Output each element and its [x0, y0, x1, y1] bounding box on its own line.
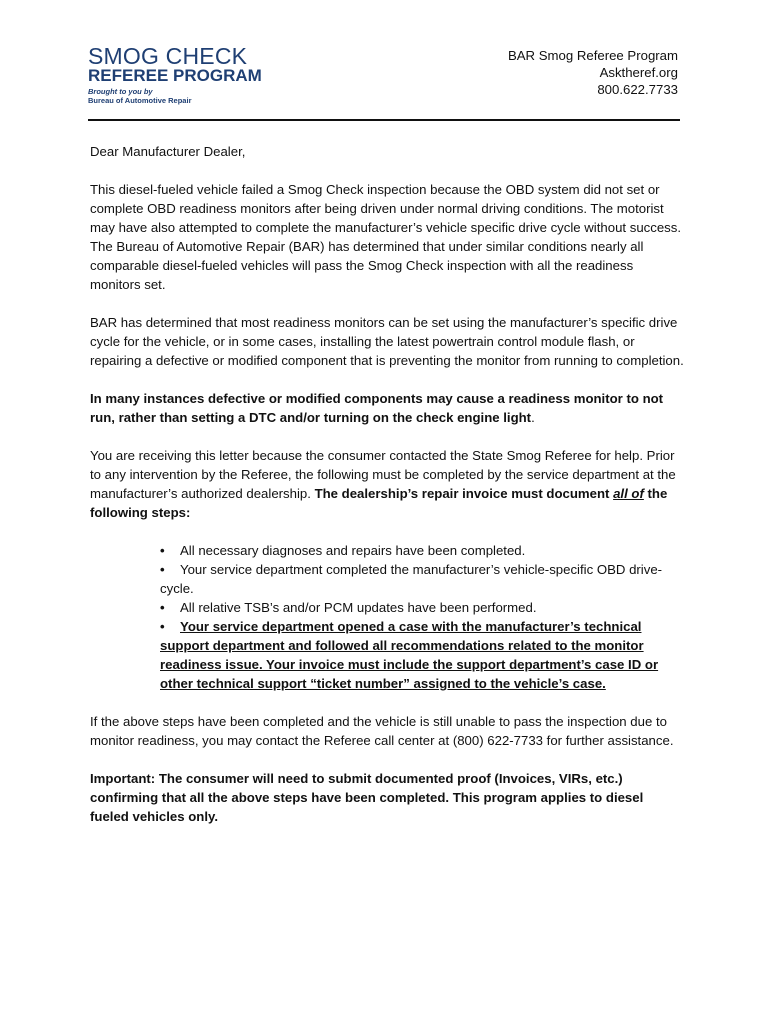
- paragraph-1: This diesel-fueled vehicle failed a Smog Check inspection because the OBD system did not set or complete OBD readiness monitors after being driven under normal driving conditions. The motorist may have also attempted to complete the manufacturer’s vehicle specific drive cycle without success. The Bureau of Automotive Repair (BAR) has determined that under similar conditions nearly all comparable diesel-fueled vehicles will pass the Smog Check inspection with all the readiness monitors set.: [90, 182, 682, 292]
- bullet-icon: •: [160, 619, 165, 634]
- salutation: Dear Manufacturer Dealer,: [90, 144, 246, 159]
- contact-block: [418, 47, 678, 98]
- paragraph-3-end: .: [531, 410, 535, 425]
- logo-subtitle: REFEREE PROGRAM: [88, 66, 262, 85]
- paragraph-4-emphasis: all of: [613, 486, 644, 501]
- paragraph-3-bold: In many instances defective or modified components may cause a readiness monitor to not run, rather than setting a DTC and/or turning on the check engine light: [90, 391, 664, 425]
- list-item: [160, 617, 685, 693]
- logo-title: SMOG CHECK: [88, 43, 248, 69]
- step-text: Your service department completed the manufacturer’s vehicle-specific OBD drive-cycle.: [160, 562, 663, 596]
- list-item: [160, 598, 685, 617]
- logo-tagline: Brought to you by: [88, 87, 153, 96]
- letter-body: [90, 142, 685, 826]
- step-text: All necessary diagnoses and repairs have been completed.: [180, 543, 526, 558]
- contact-phone: 800.622.7733: [597, 82, 678, 97]
- required-steps-list: [90, 541, 685, 693]
- paragraph-4: [90, 446, 685, 522]
- contact-program: BAR Smog Referee Program: [507, 48, 678, 63]
- paragraph-2: BAR has determined that most readiness monitors can be set using the manufacturer’s specific drive cycle for the vehicle, or in some cases, installing the latest powertrain control module flash, or repairing a defective or modified component that is preventing the monitor from running to completion.: [90, 315, 684, 368]
- bullet-icon: •: [160, 600, 165, 615]
- step-text: All relative TSB’s and/or PCM updates have been performed.: [180, 600, 537, 615]
- list-item: [160, 560, 685, 598]
- contact-website: Asktheref.org: [599, 65, 678, 80]
- paragraph-4-bold-end: the following steps:: [90, 486, 668, 520]
- list-item: [160, 541, 685, 560]
- paragraph-4-bold: The dealership’s repair invoice must document: [314, 486, 614, 501]
- logo-agency: Bureau of Automotive Repair: [88, 96, 192, 105]
- header-divider: [88, 119, 680, 121]
- step-text-emphasis: Your service department opened a case with the manufacturer’s technical support department and followed all recommendations related to the monitor readiness issue. Your invoice must include the support department’s case ID or other technical support “ticket number” assigned to the vehicle’s case.: [160, 619, 659, 691]
- bullet-icon: •: [160, 562, 165, 577]
- paragraph-5: If the above steps have been completed and the vehicle is still unable to pass the inspection due to monitor readiness, you may contact the Referee call center at (800) 622-7733 for further assistance.: [90, 714, 674, 748]
- smog-check-referee-logo: [88, 44, 278, 105]
- important-notice: Important: The consumer will need to submit documented proof (Invoices, VIRs, etc.) confirming that all the above steps have been completed. This program applies to diesel fueled vehicles only.: [90, 771, 644, 824]
- paragraph-4-start: You are receiving this letter because the consumer contacted the State Smog Referee for help. Prior to any intervention by the Referee, the following must be completed by the service department at the manufacturer’s authorized dealership.: [90, 448, 676, 501]
- paragraph-3: [90, 389, 685, 427]
- bullet-icon: •: [160, 543, 165, 558]
